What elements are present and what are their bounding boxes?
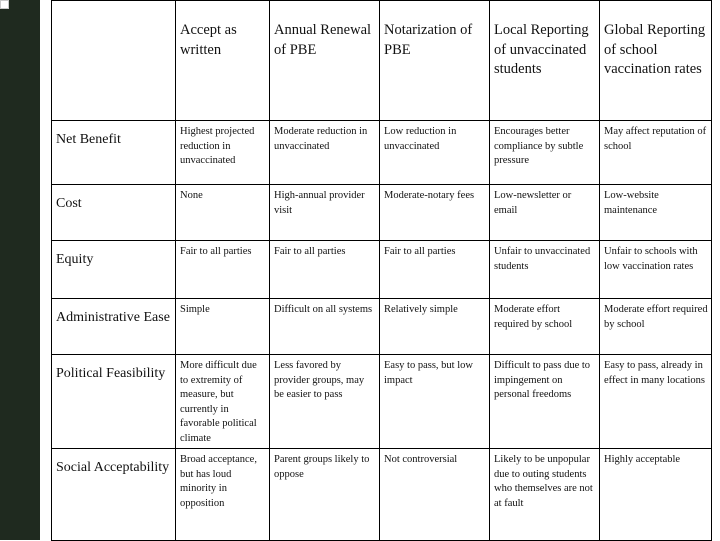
header-accept-as-written: Accept as written: [176, 1, 270, 121]
table-cell: Unfair to unvaccinated students: [490, 241, 600, 299]
table-cell: Simple: [176, 299, 270, 355]
header-global-reporting: Global Reporting of school vaccination rates: [600, 1, 712, 121]
table-cell: Fair to all parties: [270, 241, 380, 299]
table-cell: Difficult to pass due to impingement on personal freedoms: [490, 355, 600, 449]
policy-matrix-table: [51, 0, 712, 541]
header-row: [52, 1, 712, 121]
criterion-political-feasibility: Political Feasibility: [52, 355, 176, 449]
table-cell: Unfair to schools with low vaccination rates: [600, 241, 712, 299]
table-cell: Less favored by provider groups, may be easier to pass: [270, 355, 380, 449]
slide-left-bar: [0, 0, 40, 540]
table-cell: Low-website maintenance: [600, 185, 712, 241]
table-cell: Moderate effort required by school: [490, 299, 600, 355]
table-cell: Broad acceptance, but has loud minority in opposition: [176, 449, 270, 541]
header-notarization: Notarization of PBE: [380, 1, 490, 121]
slide-corner-mark: [0, 0, 9, 9]
criterion-social-acceptability: Social Acceptability: [52, 449, 176, 541]
table-cell: Moderate effort required by school: [600, 299, 712, 355]
table-cell: May affect reputation of school: [600, 121, 712, 185]
table-cell: Fair to all parties: [176, 241, 270, 299]
table-cell: Fair to all parties: [380, 241, 490, 299]
header-local-reporting: Local Reporting of unvaccinated students: [490, 1, 600, 121]
table-row: [52, 449, 712, 541]
table-cell: None: [176, 185, 270, 241]
table-cell: Not controversial: [380, 449, 490, 541]
table-row: [52, 121, 712, 185]
criterion-net-benefit: Net Benefit: [52, 121, 176, 185]
table-cell: Highest projected reduction in unvaccinated: [176, 121, 270, 185]
table-cell: Low-newsletter or email: [490, 185, 600, 241]
table-row: [52, 241, 712, 299]
table-cell: Moderate-notary fees: [380, 185, 490, 241]
table-cell: Easy to pass, already in effect in many locations: [600, 355, 712, 449]
table-cell: Likely to be unpopular due to outing students who themselves are not at fault: [490, 449, 600, 541]
table-cell: Highly acceptable: [600, 449, 712, 541]
criterion-cost: Cost: [52, 185, 176, 241]
table-cell: Moderate reduction in unvaccinated: [270, 121, 380, 185]
table-cell: More difficult due to extremity of measure, but currently in favorable political climate: [176, 355, 270, 449]
table-cell: High-annual provider visit: [270, 185, 380, 241]
table-cell: Encourages better compliance by subtle pressure: [490, 121, 600, 185]
table-cell: Parent groups likely to oppose: [270, 449, 380, 541]
table-cell: Easy to pass, but low impact: [380, 355, 490, 449]
criterion-administrative-ease: Administrative Ease: [52, 299, 176, 355]
table-row: [52, 185, 712, 241]
header-annual-renewal: Annual Renewal of PBE: [270, 1, 380, 121]
table-row: [52, 299, 712, 355]
header-corner-cell: [52, 1, 176, 121]
table-row: [52, 355, 712, 449]
table-cell: Low reduction in unvaccinated: [380, 121, 490, 185]
table-cell: Relatively simple: [380, 299, 490, 355]
criterion-equity: Equity: [52, 241, 176, 299]
table-cell: Difficult on all systems: [270, 299, 380, 355]
